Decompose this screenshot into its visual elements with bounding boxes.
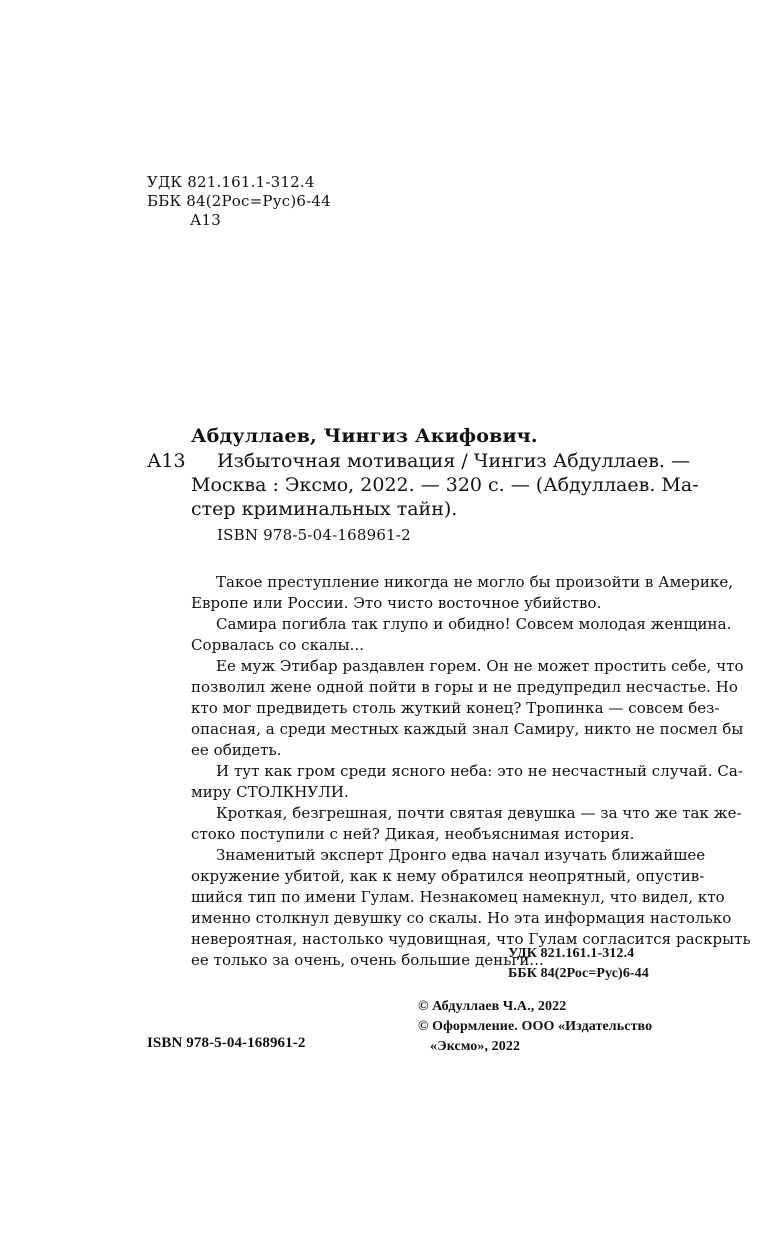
author-sign-left: А13 [147, 450, 186, 472]
annotation-paragraph [191, 614, 732, 656]
bib-line: Москва : Эксмо, 2022. — 320 с. — (Абдуллаев. Ма- [191, 474, 699, 496]
annotation-line: именно столкнул девушку со скалы. Но эта информация настолько [191, 909, 732, 927]
annotation-line: Европе или России. Это чисто восточное убийство. [191, 594, 602, 612]
annotation-line: Ее муж Этибар раздавлен горем. Он не может простить себе, что [216, 657, 744, 675]
annotation-line: шийся тип по имени Гулам. Незнакомец намекнул, что видел, кто [191, 888, 725, 906]
annotation [191, 572, 751, 971]
annotation-line: И тут как гром среди ясного неба: это не несчастный случай. Са- [216, 762, 743, 780]
annotation-paragraph [191, 656, 744, 761]
annotation-line: окружение убитой, как к нему обратился неопрятный, опустив- [191, 867, 705, 885]
udk-code: УДК 821.161.1-312.4 [147, 173, 315, 191]
footer-classification [508, 944, 649, 984]
bbk-code: ББК 84(2Рос=Рус)6-44 [147, 192, 331, 210]
annotation-line: ее только за очень, очень большие деньги... [191, 951, 544, 969]
annotation-line: Сорвалась со скалы... [191, 636, 365, 654]
isbn-line: ISBN 978-5-04-168961-2 [217, 526, 411, 544]
annotation-line: ее обидеть. [191, 741, 282, 759]
author-name: Абдуллаев, Чингиз Акифович. [191, 425, 538, 447]
annotation-paragraph [191, 803, 742, 845]
annotation-line: стоко поступили с ней? Дикая, необъяснимая история. [191, 825, 635, 843]
classification-block [147, 173, 331, 230]
annotation-line: Кроткая, безгрешная, почти святая девушка — за что же так же- [216, 804, 742, 822]
annotation-line: позволил жене одной пойти в горы и не предупредил несчастье. Но [191, 678, 739, 696]
annotation-line: невероятная, настолько чудовищная, что Гулам согласится раскрыть [191, 930, 751, 948]
annotation-line: опасная, а среди местных каждый знал Самиру, никто не посмел бы [191, 720, 744, 738]
annotation-line: миру СТОЛКНУЛИ. [191, 783, 349, 801]
author-sign: А13 [190, 211, 222, 229]
bib-line: Избыточная мотивация / Чингиз Абдуллаев. — [217, 450, 691, 472]
annotation-paragraph [191, 572, 734, 614]
annotation-line: Самира погибла так глупо и обидно! Совсем молодая женщина. [216, 615, 732, 633]
copyright-design: © Оформление. ООО «Издательство [418, 1019, 653, 1034]
bib-line: стер криминальных тайн). [191, 498, 458, 520]
bibliographic-description [191, 449, 699, 521]
annotation-line: кто мог предвидеть столь жуткий конец? Тропинка — совсем без- [191, 699, 720, 717]
footer-isbn: ISBN 978-5-04-168961-2 [147, 1035, 306, 1051]
copyright-author: © Абдуллаев Ч.А., 2022 [418, 999, 567, 1014]
footer-bbk: ББК 84(2Рос=Рус)6-44 [508, 966, 649, 981]
copyright-design-cont: «Эксмо», 2022 [430, 1039, 521, 1054]
annotation-paragraph [191, 761, 743, 803]
copyright-block [418, 997, 652, 1057]
annotation-line: Знаменитый эксперт Дронго едва начал изучать ближайшее [216, 846, 706, 864]
annotation-line: Такое преступление никогда не могло бы произойти в Америке, [216, 573, 734, 591]
footer-udk: УДК 821.161.1-312.4 [508, 946, 635, 961]
